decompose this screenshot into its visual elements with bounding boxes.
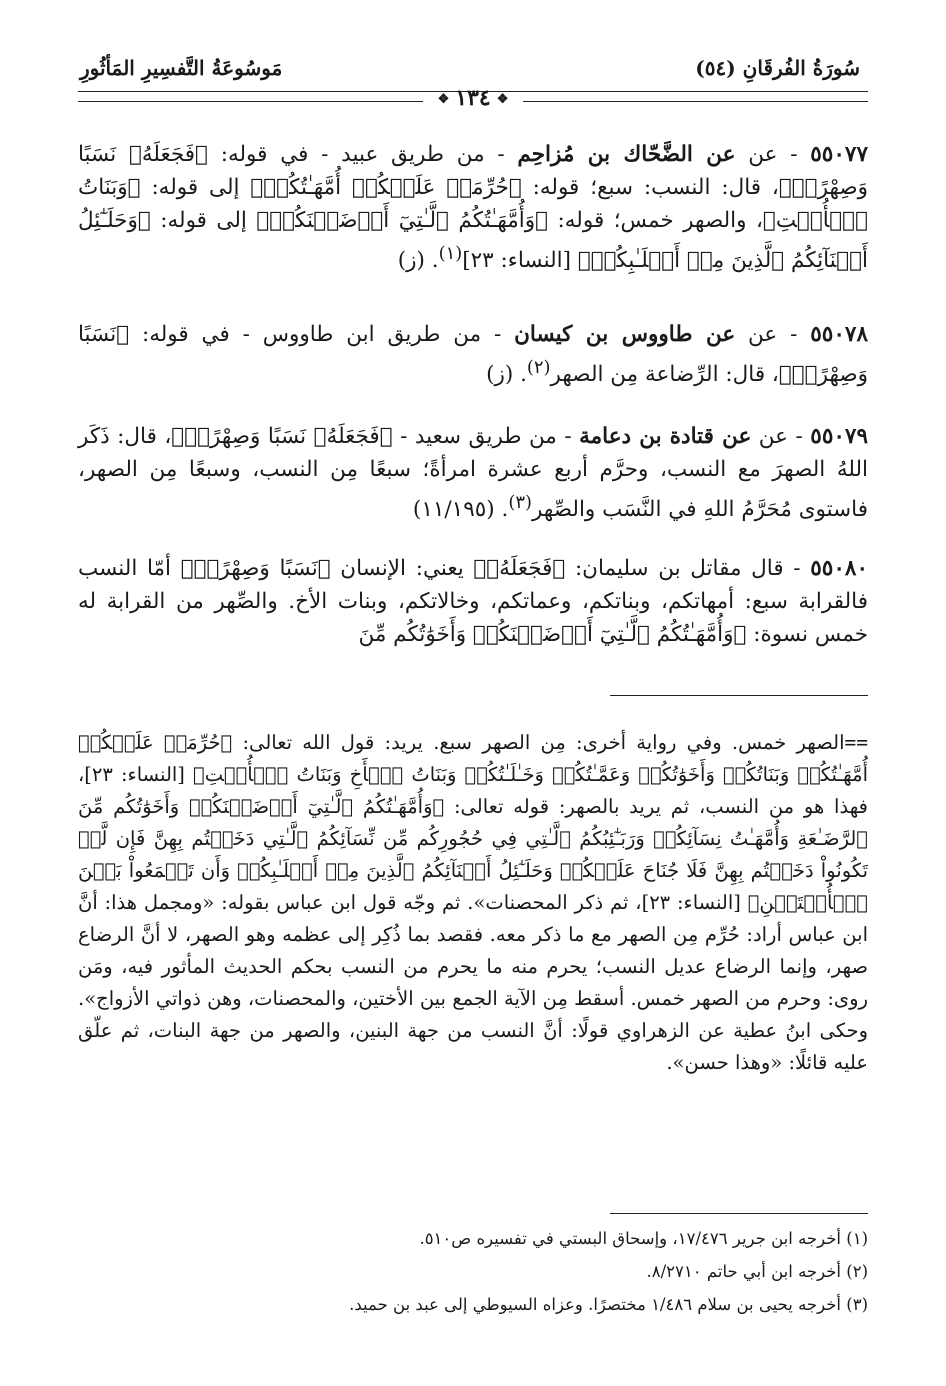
footnote-ref: (٢) (526, 357, 551, 378)
entry-text: - من طريق عبيد - في قوله: ﴿فَجَعَلَهُۥ نَسَبًا وَصِهْرًاۗ﴾، قال: النسب: سبع؛ قوله: ﴿حُرِّمَتۡ عَلَيۡكُمۡ أُمَّهَـٰتُكُمۡ﴾ إلى قوله: ﴿وَبَنَاتُ ٱلۡأُخۡتِ﴾، والصهر خمس؛ قوله: ﴿وَأُمَّهَـٰتُكُمُ ٱلَّـٰتِيٓ أَرۡضَعۡنَكُمۡ﴾ إلى قوله: ﴿وَحَلَـٰٓئِلُ أَبۡنَآئِكُمُ ٱلَّذِينَ مِنۡ أَصۡلَـٰبِكُمۡ﴾ [النساء: ٢٣] (78, 142, 868, 274)
entry-end: . (ز) (397, 248, 439, 274)
surah-header: سُورَةُ الفُرقَانِ (٥٤) (695, 56, 860, 80)
footnotes (78, 1222, 868, 1321)
entry-number: ٥٥٠٧٨ (810, 322, 868, 347)
page-number: ١٣٤ (455, 85, 491, 111)
entry-end: . (١١/١٩٥) (412, 497, 509, 523)
commentary-divider (610, 695, 868, 696)
hadith-entry: ٥٥٠٧٧ - عن عن الضَّحّاك بن مُزاحِم - من طريق عبيد - في قوله: ﴿فَجَعَلَهُۥ نَسَبًا وَصِهْرًاۗ﴾، قال: النسب: سبع؛ قوله: ﴿حُرِّمَتۡ عَلَيۡكُمۡ أُمَّهَـٰتُكُمۡ﴾ إلى قوله: ﴿وَبَنَاتُ ٱلۡأُخۡتِ﴾، والصهر خمس؛ قوله: ﴿وَأُمَّهَـٰتُكُمُ ٱلَّـٰتِيٓ أَرۡضَعۡنَكُمۡ﴾ إلى قوله: ﴿وَحَلَـٰٓئِلُ أَبۡنَآئِكُمُ ٱلَّذِينَ مِنۡ أَصۡلَـٰبِكُمۡ﴾ [النساء: ٢٣]$^{(١)}$. (ز) (78, 142, 868, 274)
hadith-entry: ٥٥٠٧٨ - عن عن طاووس بن كيسان - من طريق ابن طاووس - في قوله: ﴿نَسَبًا وَصِهْرًاۗ﴾، قال: الرِّضاعة مِن الصهر$^{(٢)}$. (ز) (78, 322, 868, 388)
footnote-ref: (٣) (508, 492, 532, 513)
entry-end: . (ز) (486, 362, 527, 388)
book-title-header: مَوسُوعَةُ التَّفسِيرِ المَأثُورِ (80, 56, 283, 80)
ornament-icon: ❖ (437, 91, 450, 107)
commentary-continuation (78, 727, 868, 1079)
entry-number: ٥٥٠٨٠ (810, 556, 868, 581)
entry-number: ٥٥٠٧٧ (810, 142, 868, 167)
entry-number: ٥٥٠٧٩ (810, 424, 869, 449)
entry-text: - من طريق سعيد - ﴿فَجَعَلَهُۥ نَسَبًا وَصِهْرًاۗ﴾، قال: ذَكَر اللهُ الصهرَ مع النسب، وحرَّم أربع عشرة امرأةً؛ سبعًا مِن النسب، وسبعًا مِن الصهر، فاستوى مُحَرَّمُ اللهِ في النَّسَب والصِّهر (78, 424, 868, 523)
footnote: (٢) أخرجه ابن أبي حاتم ٨/٢٧١٠. (646, 1262, 868, 1281)
footnote-rule (610, 1213, 868, 1214)
page-number-block (0, 85, 946, 111)
entry-narrator: عن طاووس بن كيسان (514, 322, 736, 347)
footnote-ref: (١) (438, 243, 463, 264)
entry-text: - من طريق ابن طاووس - في قوله: ﴿نَسَبًا وَصِهْرًاۗ﴾، قال: الرِّضاعة مِن الصهر (78, 322, 868, 388)
entry-narrator: عن الضَّحّاك بن مُزاحِم (517, 142, 736, 167)
ornament-icon: ❖ (496, 91, 509, 107)
continuation-marker: == (844, 730, 868, 754)
hadith-entry: ٥٥٠٧٩ - عن عن قتادة بن دعامة - من طريق سعيد - ﴿فَجَعَلَهُۥ نَسَبًا وَصِهْرًاۗ﴾، قال: ذَكَر اللهُ الصهرَ مع النسب، وحرَّم أربع عشرة امرأةً؛ سبعًا مِن النسب، وسبعًا مِن الصهر، فاستوى مُحَرَّمُ اللهِ في النَّسَب والصِّهر$^{(٣)}$. (١١/١٩٥) (78, 424, 869, 523)
entry-text: قال مقاتل بن سليمان: ﴿فَجَعَلَهُۥ﴾ يعني: الإنسان ﴿نَسَبًا وَصِهْرًاۗ﴾ أمّا النسب فالقرابة سبع: أمهاتكم، وبناتكم، وعماتكم، وخالاتكم، وبنات الأخ. والصِّهر من القرابة له خمس نسوة: ﴿وَأُمَّهَـٰتُكُمُ ٱلَّـٰتِيٓ أَرۡضَعۡنَكُمۡ وَأَخَوَٰتُكُم مِّنَ (78, 556, 868, 647)
footnote: (١) أخرجه ابن جرير ١٧/٤٧٦، وإسحاق البستي في تفسيره ص٥١٠. (419, 1229, 868, 1248)
hadith-entry: ٥٥٠٨٠ - قال مقاتل بن سليمان: ﴿فَجَعَلَهُۥ﴾ يعني: الإنسان ﴿نَسَبًا وَصِهْرًاۗ﴾ أمّا النسب فالقرابة سبع: أمهاتكم، وبناتكم، وعماتكم، وخالاتكم، وبنات الأخ. والصِّهر من القرابة له خمس نسوة: ﴿وَأُمَّهَـٰتُكُمُ ٱلَّـٰتِيٓ أَرۡضَعۡنَكُمۡ وَأَخَوَٰتُكُم مِّنَ (78, 556, 868, 647)
entry-narrator: عن قتادة بن دعامة (579, 424, 752, 449)
footnote: (٣) أخرجه يحيى بن سلام ١/٤٨٦ مختصرًا. وعزاه السيوطي إلى عبد بن حميد. (349, 1295, 868, 1314)
continuation-text: الصهر خمس. وفي رواية أخرى: مِن الصهر سبع. يريد: قول الله تعالى: ﴿حُرِّمَتۡ عَلَيۡكُمۡ أُمَّهَـٰتُكُمۡ وَبَنَاتُكُمۡ وَأَخَوَٰتُكُمۡ وَعَمَّـٰتُكُمۡ وَخَـٰلَـٰتُكُمۡ وَبَنَاتُ ٱلۡأَخِ وَبَنَاتُ ٱلۡأُخۡتِ﴾ [النساء: ٢٣]، فهذا هو من النسب، ثم يريد بالصهر: قوله تعالى: ﴿وَأُمَّهَـٰتُكُمُ ٱلَّـٰتِيٓ أَرۡضَعۡنَكُمۡ وَأَخَوَٰتُكُم مِّنَ ٱلرَّضَـٰعَةِ وَأُمَّهَـٰتُ نِسَآئِكُمۡ وَرَبَـٰٓئِبُكُمُ ٱلَّـٰتِي فِي حُجُورِكُم مِّن نِّسَآئِكُمُ ٱلَّـٰتِي دَخَلۡتُم بِهِنَّ فَإِن لَّمۡ تَكُونُواْ دَخَلۡتُم بِهِنَّ فَلَا جُنَاحَ عَلَيۡكُمۡ وَحَلَـٰٓئِلُ أَبۡنَآئِكُمُ ٱلَّذِينَ مِنۡ أَصۡلَـٰبِكُمۡ وَأَن تَجۡمَعُواْ بَيۡنَ ٱلۡأُخۡتَيۡنِ﴾ [النساء: ٢٣]، ثم ذكر المحصنات». ثم وجّه قول ابن عباس بقوله: «ومجمل هذا: أنَّ ابن عباس أراد: حُرِّم مِن الصهر مع ما ذكر معه. فقصد بما ذُكِر إلى عظمه وهو الصهر، لا أنَّ الرضاع صهر، وإنما الرضاع عديل النسب؛ يحرم منه ما يحرم من النسب بحكم الحديث المأثور فيه، ومَن روى: وحرم من الصهر خمس. أسقط مِن الآية الجمع بين الأختين، والمحصنات، وهن ذواتي الأزواج». وحكى ابنُ عطية عن الزهراوي قولًا: أنَّ النسب من جهة البنين، والصهر من جهة البنات، ثم علّق عليه قائلًا: «وهذا حسن». (78, 730, 868, 1074)
